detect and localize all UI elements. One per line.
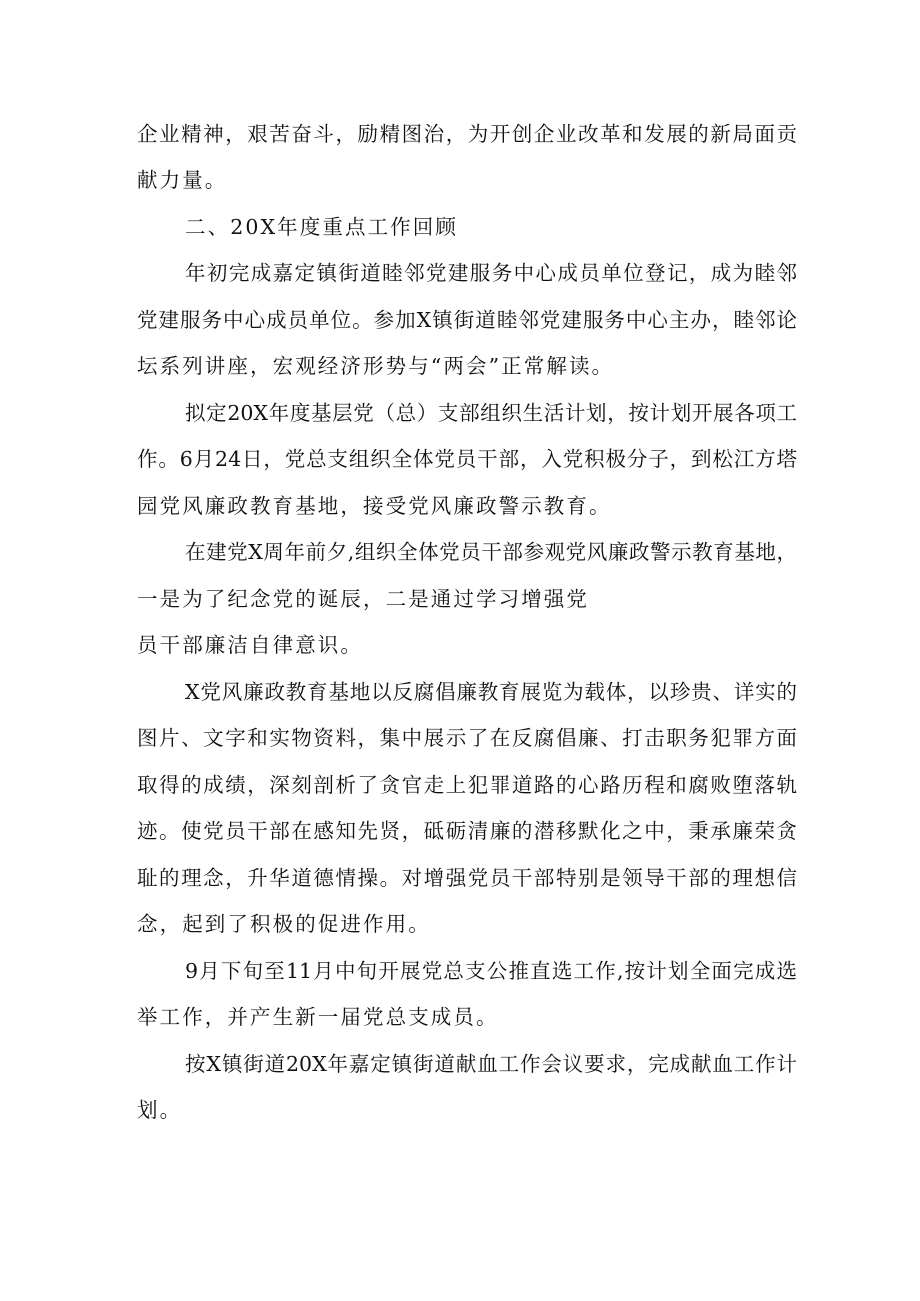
- section-heading: 二、20X年度重点工作回顾: [185, 215, 458, 239]
- paragraph-line: 念，起到了积极的促进作用。: [137, 912, 431, 936]
- paragraph-line: 按X镇街道20X年嘉定镇街道献血工作会议要求，完成献血工作计: [185, 1052, 797, 1076]
- paragraph-line: 9月下旬至11月中旬开展党总支公推直选工作,按计划全面完成选: [185, 959, 797, 983]
- paragraph-line: 一是为了纪念党的诞辰，二是通过学习增强党: [137, 587, 589, 611]
- paragraph-line: 坛系列讲座，宏观经济形势与“两会”正常解读。: [137, 354, 615, 378]
- paragraph-line: 园党风廉政教育基地，接受党风廉政警示教育。: [137, 494, 612, 518]
- paragraph-line: 举工作，并产生新一届党总支成员。: [137, 1005, 499, 1029]
- paragraph-line: 作。6月24日，党总支组织全体党员干部，入党积极分子，到松江方塔: [137, 447, 797, 471]
- paragraph-line: 耻的理念，升华道德情操。对增强党员干部特别是领导干部的理想信: [137, 866, 797, 890]
- paragraph-line: 年初完成嘉定镇街道睦邻党建服务中心成员单位登记，成为睦邻: [185, 261, 797, 285]
- paragraph-line: 取得的成绩，深刻剖析了贪官走上犯罪道路的心路历程和腐败堕落轨: [137, 773, 797, 797]
- paragraph-line: 员干部廉洁自律意识。: [137, 633, 363, 657]
- paragraph-line: 献力量。: [137, 168, 228, 192]
- paragraph-line: 拟定20X年度基层党（总）支部组织生活计划，按计划开展各项工: [185, 401, 797, 425]
- paragraph-line: 企业精神，艰苦奋斗，励精图治，为开创企业改革和发展的新局面贡: [137, 122, 797, 146]
- paragraph-line: X党风廉政教育基地以反腐倡廉教育展览为载体，以珍贵、详实的: [185, 680, 797, 704]
- paragraph-line: 党建服务中心成员单位。参加X镇街道睦邻党建服务中心主办，睦邻论: [137, 308, 797, 332]
- paragraph-line: 图片、文字和实物资料，集中展示了在反腐倡廉、打击职务犯罪方面: [137, 726, 797, 750]
- paragraph-line: 划。: [137, 1098, 183, 1122]
- paragraph-line: 在建党X周年前夕,组织全体党员干部参观党风廉政警示教育基地，: [185, 540, 797, 564]
- paragraph-line: 迹。使党员干部在感知先贤，砥砺清廉的潜移默化之中，秉承廉荣贪: [137, 819, 797, 843]
